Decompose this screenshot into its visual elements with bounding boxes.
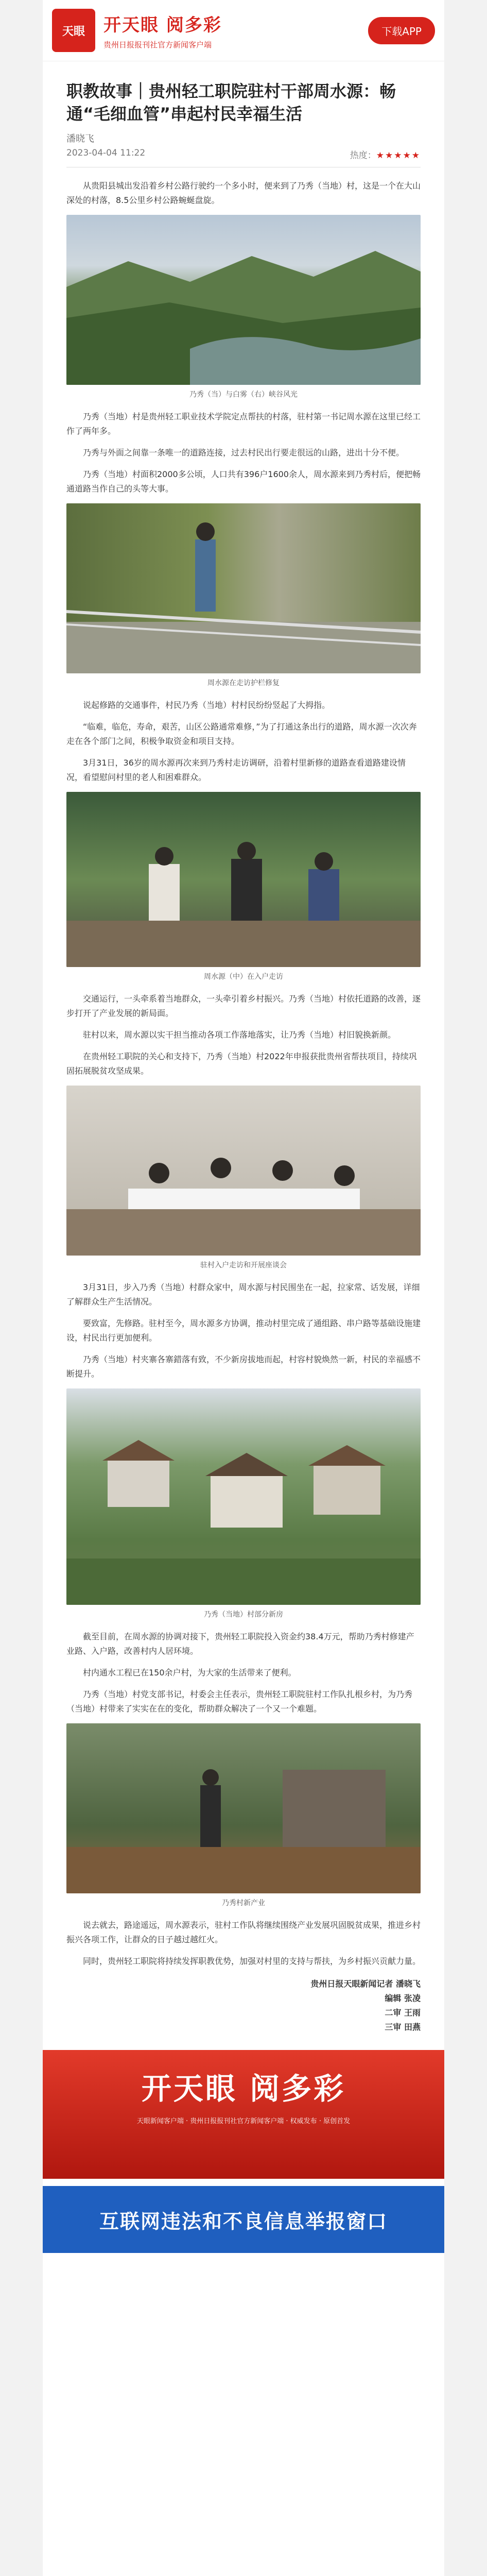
photo-visit-svg — [66, 792, 421, 967]
page — [43, 0, 444, 2576]
app-header — [43, 0, 444, 61]
article-author: 潘晓飞 — [66, 133, 94, 144]
paragraph: 交通运行，一头牵系着当地群众，一头牵引着乡村振兴。乃秀（当地）村依托道路的改善，逐步打开了产业发展的新局面。 — [66, 994, 421, 1018]
photo-meeting-svg — [66, 1086, 421, 1256]
article-meta — [66, 148, 421, 167]
signature-line: 贵州日报天眼新闻记者 潘晓飞 — [310, 1979, 421, 1989]
photo-caption: 乃秀村新产业 — [222, 1899, 265, 1907]
photo-village-svg — [66, 1388, 421, 1605]
paragraph: 乃秀与外面之间靠一条唯一的道路连接，过去村民出行要走很远的山路，进出十分不便。 — [83, 448, 405, 457]
app-logo — [52, 9, 95, 52]
signature-line: 三审 田燕 — [385, 2022, 421, 2032]
paragraph: 3月31日，36岁的周水源再次来到乃秀村走访调研，沿着村里新修的道路查看道路建设情况，看望慰问村里的老人和困难群众。 — [66, 758, 406, 782]
photo-industry-svg — [66, 1723, 421, 1893]
report-window-button[interactable]: 互联网违法和不良信息举报窗口 — [43, 2186, 444, 2253]
brand — [103, 11, 368, 50]
paragraph: 要致富，先修路。驻村至今，周水源多方协调，推动村里完成了通组路、串户路等基础设施建设，村民出行更加便利。 — [66, 1318, 421, 1343]
paragraph: 3月31日，步入乃秀（当地）村群众家中，周水源与村民围坐在一起，拉家常、话发展，详细了解群众生产生活情况。 — [66, 1282, 420, 1307]
paragraph: “临难，临危，寿命，艰苦，山区公路通常难修，”为了打通这条出行的道路，周水源一次次奔走在各个部门之间，积极争取资金和项目支持。 — [66, 722, 417, 746]
paragraph: 乃秀（当地）村面积2000多公顷，人口共有396户1600余人，周水源来到乃秀村后，便把畅通道路当作自己的头等大事。 — [66, 469, 421, 494]
paragraph: 在贵州轻工职院的关心和支持下，乃秀（当地）村2022年申报获批贵州省帮扶项目，持续巩固拓展脱贫攻坚成果。 — [66, 1052, 417, 1076]
brand-subtitle: 贵州日报报刊社官方新闻客户端 — [103, 40, 212, 49]
signature-line: 二审 王雨 — [385, 2008, 421, 2018]
photo-meeting — [66, 1086, 421, 1256]
article-title: 职教故事｜贵州轻工职院驻村干部周水源：畅通“毛细血管”串起村民幸福生活 — [66, 81, 396, 124]
paragraph: 从贵阳县城出发沿着乡村公路行驶约一个多小时，便来到了乃秀（当地）村，这是一个在大山深处的村落，8.5公里乡村公路蜿蜒盘旋。 — [66, 181, 421, 205]
photo-railing — [66, 503, 421, 673]
publish-time: 2023-04-04 11:22 — [66, 148, 146, 158]
photo-industry — [66, 1723, 421, 1893]
paragraph: 同时，贵州轻工职院将持续发挥职教优势，加强对村里的支持与帮扶，为乡村振兴贡献力量。 — [83, 1956, 421, 1966]
paragraph: 驻村以来，周水源以实干担当推动各项工作落地落实，让乃秀（当地）村旧貌换新颜。 — [83, 1030, 396, 1040]
paragraph: 乃秀（当地）村夹寨各寨錯落有致，不少新房拔地而起，村容村貌焕然一新，村民的幸福感不断提升。 — [66, 1354, 421, 1379]
heat-label: 热度： — [350, 150, 376, 161]
photo-caption: 乃秀（当地）村部分新房 — [204, 1611, 283, 1619]
photo-caption: 乃秀（当）与白雾（右）峡谷风光 — [189, 391, 298, 399]
banner-title: 开天眼 阅多彩 — [141, 2071, 346, 2106]
article — [43, 61, 444, 2035]
photo-village — [66, 1388, 421, 1605]
paragraph: 村内通水工程已在150余户村，为大家的生活带来了便利。 — [83, 1668, 297, 1677]
signature — [66, 1977, 421, 2035]
photo-visit — [66, 792, 421, 967]
paragraph: 说起修路的交通事件，村民乃秀（当地）村村民纷纷竖起了大拇指。 — [83, 700, 331, 710]
photo-railing-svg — [66, 503, 421, 673]
photo-caption: 周水源（中）在入户走访 — [204, 973, 283, 981]
logo-text: 天眼 — [62, 24, 85, 38]
paragraph: 截至目前，在周水源的协调对接下，贵州轻工职院投入资金约38.4万元，帮助乃秀村修建产业路、入户路，改善村内人居环境。 — [66, 1632, 414, 1656]
banner-note: 天眼新闻客户端 · 贵州日报报刊社官方新闻客户端 · 权威发布 · 原创首发 — [136, 2117, 351, 2125]
photo-valley — [66, 215, 421, 385]
heat-stars: ★★★★★ — [376, 150, 421, 161]
heat-rating — [350, 148, 421, 161]
brand-name: 开天眼 阅多彩 — [103, 15, 222, 36]
promo-banner[interactable] — [43, 2050, 444, 2179]
paragraph: 乃秀（当地）村是贵州轻工职业技术学院定点帮扶的村落，驻村第一书记周水源在这里已经工作了两年多。 — [66, 412, 421, 436]
paragraph: 说去就去，路途遥远，周水源表示，驻村工作队将继续围绕产业发展巩固脱贫成果，推进乡村振兴各项工作，让群众的日子越过越红火。 — [66, 1920, 421, 1944]
photo-valley-svg — [66, 215, 421, 385]
photo-caption: 周水源在走访护栏修复 — [207, 679, 280, 687]
photo-caption: 驻村入户走访和开展座谈会 — [200, 1261, 287, 1269]
signature-line: 编辑 张凌 — [385, 1993, 421, 2003]
download-app-button[interactable]: 下载APP — [368, 17, 435, 44]
paragraph: 乃秀（当地）村党支部书记，村委会主任表示，贵州轻工职院驻村工作队扎根乡村，为乃秀（当地）村带来了实实在在的变化，帮助群众解决了一个又一个难题。 — [66, 1689, 413, 1714]
